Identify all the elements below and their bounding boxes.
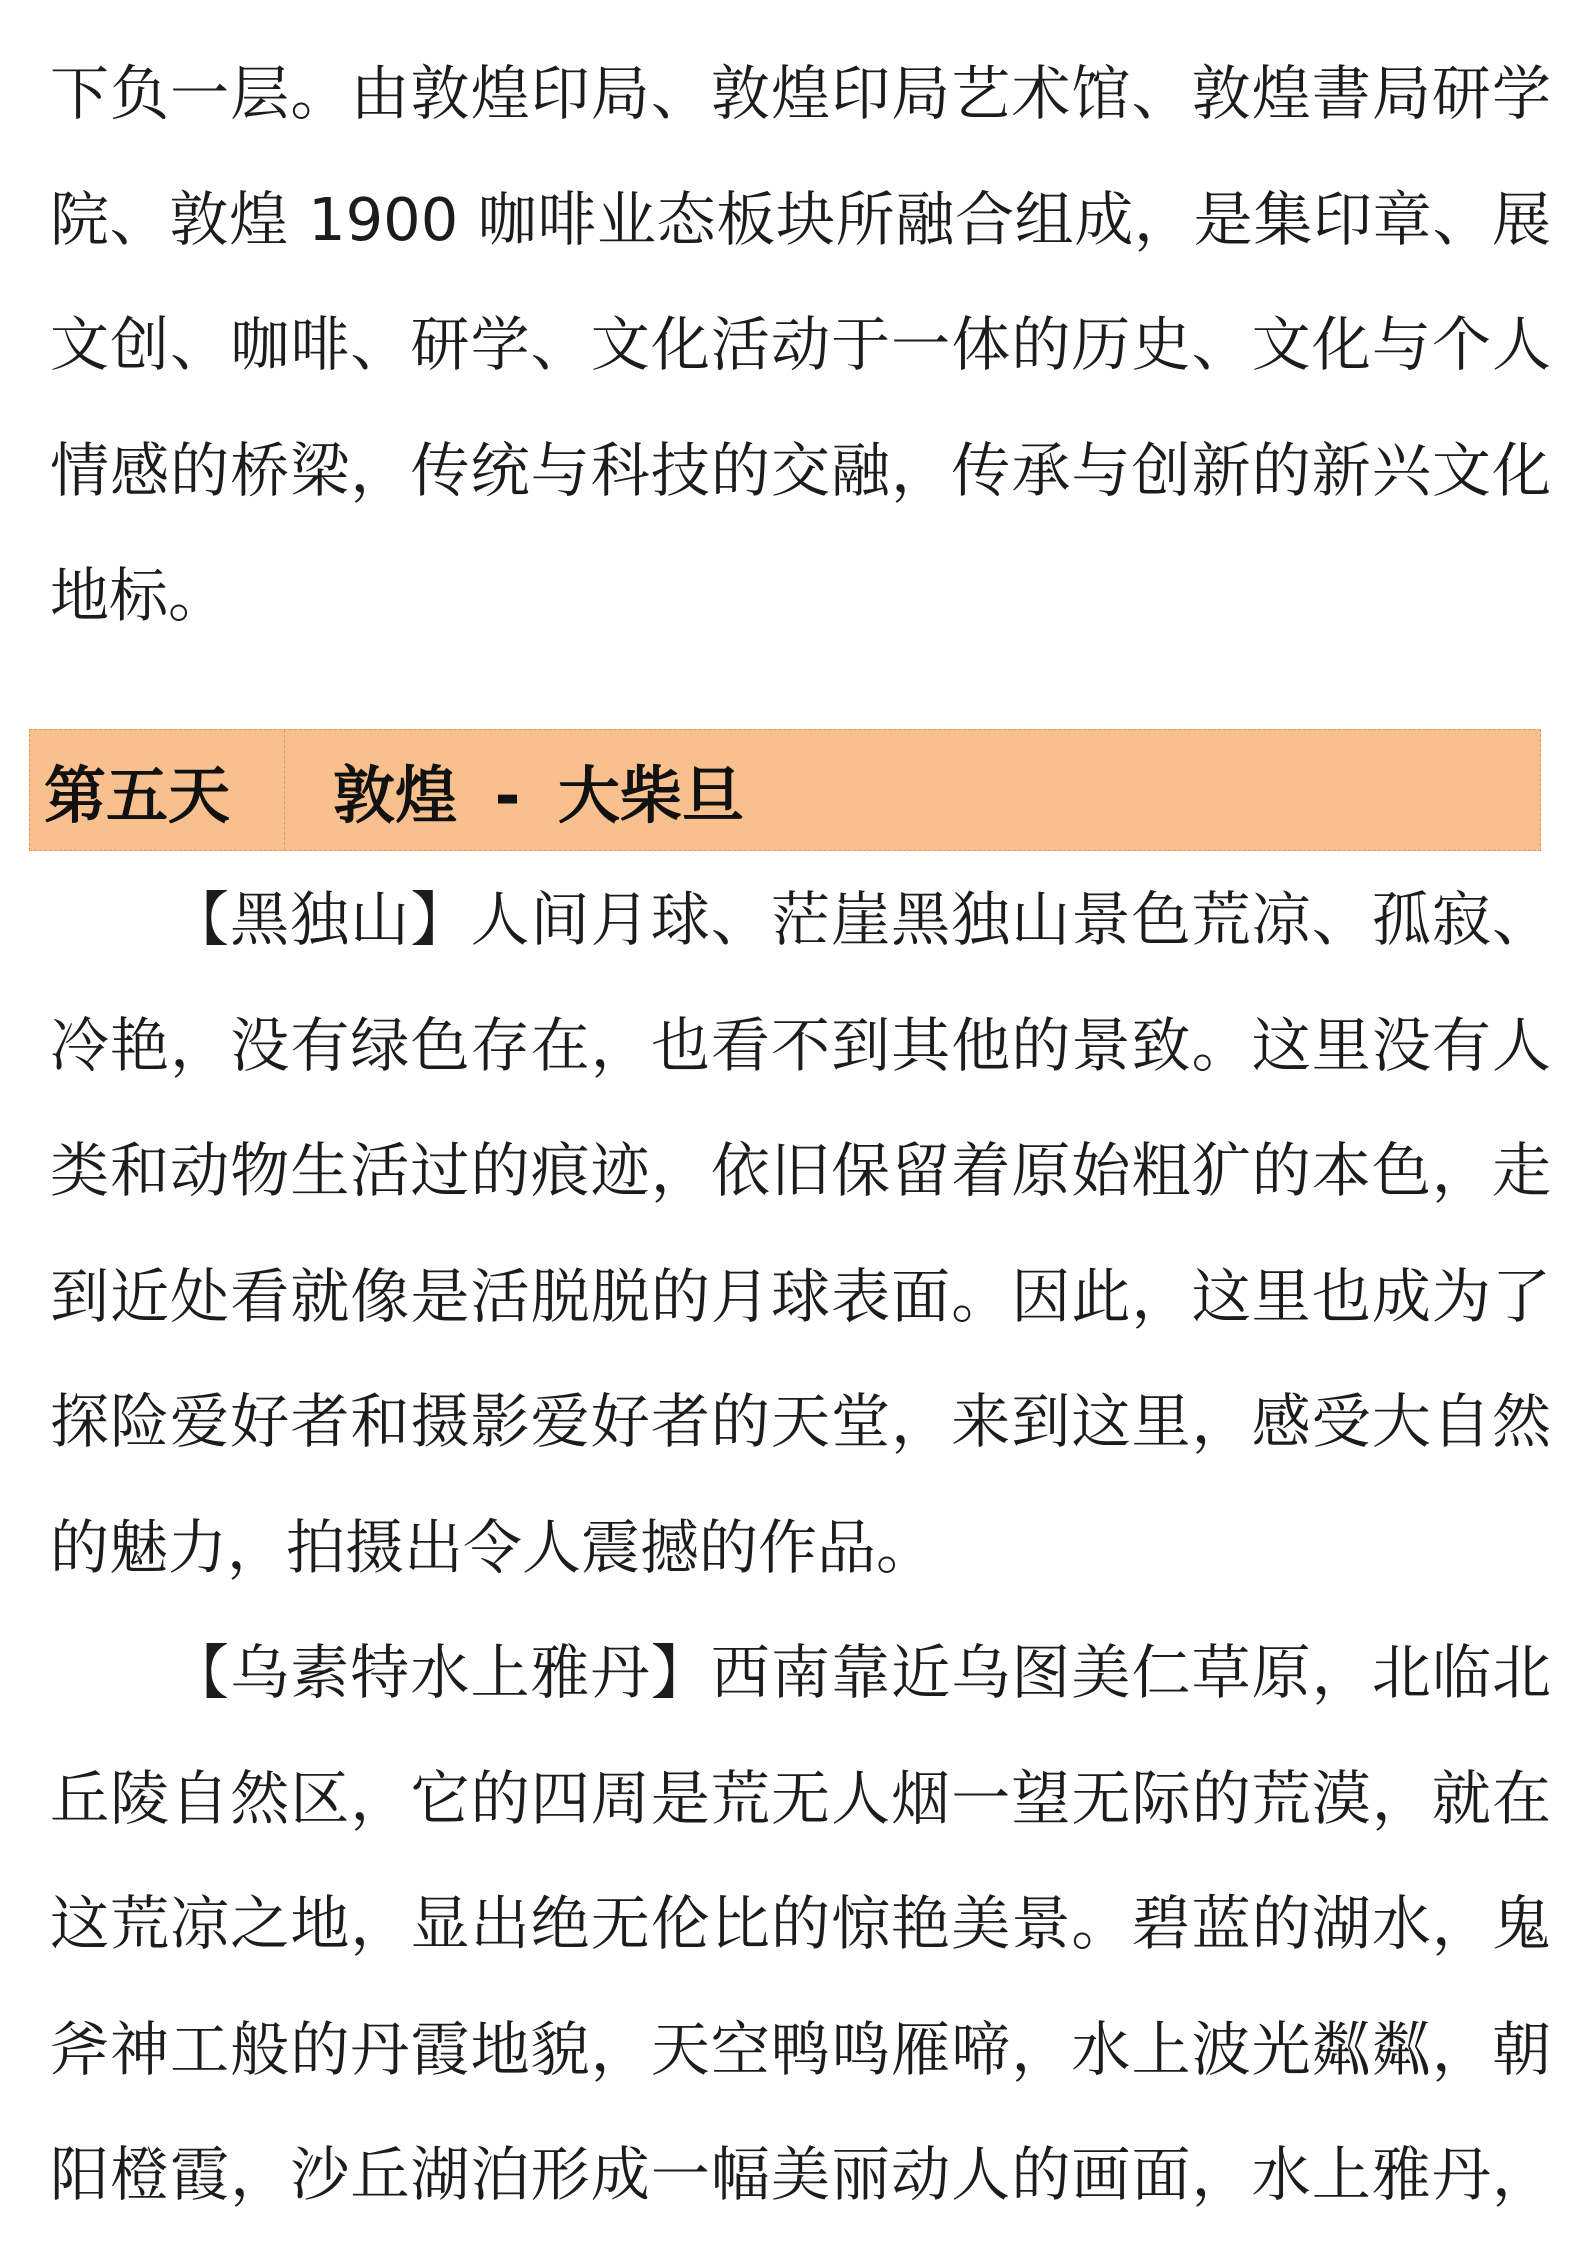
paragraph-line: 探险爱好者和摄影爱好者的天堂，来到这里，感受大自然 <box>50 1387 1551 1456</box>
paragraph-line: 斧神工般的丹霞地貌，天空鸭鸣雁啼，水上波光粼粼，朝 <box>50 2014 1551 2084</box>
intro-paragraph <box>50 31 1551 659</box>
day-route: 敦煌 - 大柴旦 <box>333 758 744 832</box>
wusute-paragraph <box>50 1610 1551 2238</box>
paragraph-line: 到近处看就像是活脱脱的月球表面。因此，这里也成为了 <box>50 1261 1551 1331</box>
paragraph-line: 冷艳，没有绿色存在，也看不到其他的景致。这里没有人 <box>50 1010 1551 1080</box>
paragraph-line: 这荒凉之地，显出绝无伦比的惊艳美景。碧蓝的湖水，鬼 <box>50 1889 1551 1958</box>
heidushan-paragraph <box>50 857 1551 1610</box>
paragraph-line: 情感的桥梁，传统与科技的交融，传承与创新的新兴文化 <box>50 435 1551 505</box>
paragraph-line: 地标。 <box>50 561 228 630</box>
paragraph-line: 阳橙霞，沙丘湖泊形成一幅美丽动人的画面，水上雅丹， <box>50 2140 1551 2209</box>
paragraph-line: 【黑独山】人间月球、茫崖黑独山景色荒凉、孤寂、 <box>170 885 1551 954</box>
paragraph-line: 丘陵自然区，它的四周是荒无人烟一望无际的荒漠，就在 <box>50 1763 1551 1833</box>
paragraph-line: 院、敦煌 1900 咖啡业态板块所融合组成，是集印章、展 <box>50 184 1551 254</box>
paragraph-line: 下负一层。由敦煌印局、敦煌印局艺术馆、敦煌書局研学 <box>50 59 1551 128</box>
paragraph-line: 【乌素特水上雅丹】西南靠近乌图美仁草原，北临北 <box>170 1638 1551 1707</box>
paragraph-line: 类和动物生活过的痕迹，依旧保留着原始粗犷的本色，走 <box>50 1136 1551 1205</box>
paragraph-line: 的魅力，拍摄出令人震撼的作品。 <box>50 1512 936 1582</box>
day-header-bar <box>29 729 1541 851</box>
day-label: 第五天 <box>30 730 285 850</box>
paragraph-line: 文创、咖啡、研学、文化活动于一体的历史、文化与个人 <box>50 310 1551 379</box>
